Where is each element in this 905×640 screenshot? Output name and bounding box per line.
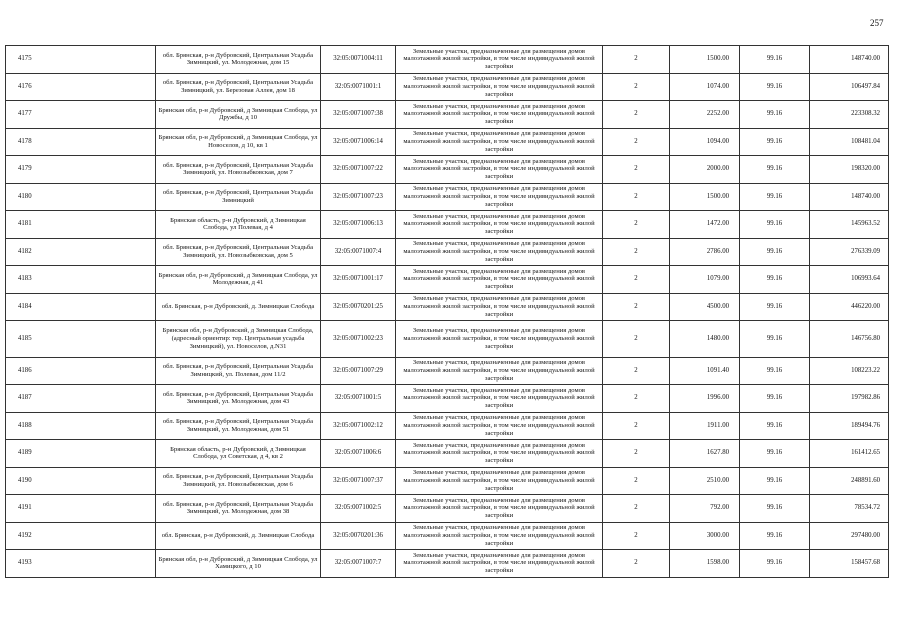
land-use-cell: Земельные участки, предназначенные для размещения домов малоэтажной жилой застройки, в том числе индивидуальной жилой застройки — [396, 46, 603, 74]
table-row — [6, 156, 889, 184]
area-cell: 1091.40 — [670, 357, 740, 385]
area-cell: 1079.00 — [670, 266, 740, 294]
cadastral-number-cell: 32:05:0071001:5 — [321, 385, 396, 413]
row-number-cell: 4178 — [6, 128, 156, 156]
area-cell: 1598.00 — [670, 550, 740, 578]
area-cell: 2786.00 — [670, 238, 740, 266]
area-cell: 1500.00 — [670, 46, 740, 74]
category-cell: 2 — [603, 46, 670, 74]
address-cell: Брянская область, р-н Дубровский, д Зимницкая Слобода, ул Полевая, д 4 — [156, 211, 321, 239]
table-row — [6, 183, 889, 211]
rate-cell: 99.16 — [740, 321, 810, 358]
cadastral-value-cell: 161412.65 — [810, 440, 889, 468]
table-row — [6, 73, 889, 101]
area-cell: 1074.00 — [670, 73, 740, 101]
area-cell: 1472.00 — [670, 211, 740, 239]
cadastral-value-cell: 78534.72 — [810, 495, 889, 523]
address-cell: Брянская обл, р-н Дубровский, д Зимницкая Слобода, (адресный ориентир: тер. Центральная усадьба Зимницкий), ул. Новоселов, д.N31 — [156, 321, 321, 358]
address-cell: Брянская обл, р-н Дубровский, д Зимницкая Слобода, ул Новоселов, д 10, кв 1 — [156, 128, 321, 156]
area-cell: 1500.00 — [670, 183, 740, 211]
address-cell: обл. Брянская, р-н Дубровский, Центральная Усадьба Зимницкий, ул. Молодежная, дом 38 — [156, 495, 321, 523]
area-cell: 1480.00 — [670, 321, 740, 358]
table-row — [6, 101, 889, 129]
category-cell: 2 — [603, 440, 670, 468]
rate-cell: 99.16 — [740, 522, 810, 550]
category-cell: 2 — [603, 357, 670, 385]
rate-cell: 99.16 — [740, 211, 810, 239]
cadastral-value-cell: 197982.86 — [810, 385, 889, 413]
table-body — [6, 46, 889, 578]
land-use-cell: Земельные участки, предназначенные для размещения домов малоэтажной жилой застройки, в том числе индивидуальной жилой застройки — [396, 266, 603, 294]
cadastral-number-cell: 32:05:0071001:17 — [321, 266, 396, 294]
table-row — [6, 128, 889, 156]
land-use-cell: Земельные участки, предназначенные для размещения домов малоэтажной жилой застройки, в том числе индивидуальной жилой застройки — [396, 522, 603, 550]
land-use-cell: Земельные участки, предназначенные для размещения домов малоэтажной жилой застройки, в том числе индивидуальной жилой застройки — [396, 385, 603, 413]
row-number-cell: 4193 — [6, 550, 156, 578]
cadastral-number-cell: 32:05:0071002:5 — [321, 495, 396, 523]
cadastral-value-cell: 106497.84 — [810, 73, 889, 101]
address-cell: обл. Брянская, р-н Дубровский, Центральная Усадьба Зимницкий, ул. Молодежная, дом 51 — [156, 412, 321, 440]
table-row — [6, 238, 889, 266]
table-row — [6, 385, 889, 413]
table-row — [6, 495, 889, 523]
row-number-cell: 4185 — [6, 321, 156, 358]
land-use-cell: Земельные участки, предназначенные для размещения домов малоэтажной жилой застройки, в том числе индивидуальной жилой застройки — [396, 467, 603, 495]
category-cell: 2 — [603, 156, 670, 184]
cadastral-number-cell: 32:05:0071007:22 — [321, 156, 396, 184]
rate-cell: 99.16 — [740, 440, 810, 468]
rate-cell: 99.16 — [740, 266, 810, 294]
land-use-cell: Земельные участки, предназначенные для размещения домов малоэтажной жилой застройки, в том числе индивидуальной жилой застройки — [396, 238, 603, 266]
address-cell: обл. Брянская, р-н Дубровский, Центральная Усадьба Зимницкий, ул. Молодежная, дом 15 — [156, 46, 321, 74]
category-cell: 2 — [603, 412, 670, 440]
cadastral-number-cell: 32:05:0071004:11 — [321, 46, 396, 74]
cadastral-value-table — [5, 45, 889, 578]
category-cell: 2 — [603, 183, 670, 211]
land-use-cell: Земельные участки, предназначенные для размещения домов малоэтажной жилой застройки, в том числе индивидуальной жилой застройки — [396, 321, 603, 358]
rate-cell: 99.16 — [740, 46, 810, 74]
table-row — [6, 211, 889, 239]
rate-cell: 99.16 — [740, 357, 810, 385]
cadastral-value-cell: 297480.00 — [810, 522, 889, 550]
cadastral-number-cell: 32:05:0070201:25 — [321, 293, 396, 321]
land-use-cell: Земельные участки, предназначенные для размещения домов малоэтажной жилой застройки, в том числе индивидуальной жилой застройки — [396, 156, 603, 184]
address-cell: Брянская область, р-н Дубровский, д Зимницкая Слобода, ул Советская, д 4, кв 2 — [156, 440, 321, 468]
cadastral-number-cell: 32:05:0071006:13 — [321, 211, 396, 239]
category-cell: 2 — [603, 211, 670, 239]
rate-cell: 99.16 — [740, 550, 810, 578]
cadastral-number-cell: 32:05:0071002:12 — [321, 412, 396, 440]
row-number-cell: 4179 — [6, 156, 156, 184]
address-cell: обл. Брянская, р-н Дубровский, Центральная Усадьба Зимницкий, ул. Молодежная, дом 43 — [156, 385, 321, 413]
cadastral-value-cell: 106993.64 — [810, 266, 889, 294]
cadastral-number-cell: 32:05:0070201:36 — [321, 522, 396, 550]
page-number: 257 — [870, 18, 884, 28]
area-cell: 2252.00 — [670, 101, 740, 129]
address-cell: обл. Брянская, р-н Дубровский, д. Зимницкая Слобода — [156, 522, 321, 550]
land-use-cell: Земельные участки, предназначенные для размещения домов малоэтажной жилой застройки, в том числе индивидуальной жилой застройки — [396, 128, 603, 156]
row-number-cell: 4192 — [6, 522, 156, 550]
area-cell: 1911.00 — [670, 412, 740, 440]
table-row — [6, 550, 889, 578]
row-number-cell: 4190 — [6, 467, 156, 495]
land-use-cell: Земельные участки, предназначенные для размещения домов малоэтажной жилой застройки, в том числе индивидуальной жилой застройки — [396, 440, 603, 468]
cadastral-value-cell: 189494.76 — [810, 412, 889, 440]
cadastral-value-cell: 146756.80 — [810, 321, 889, 358]
address-cell: обл. Брянская, р-н Дубровский, Центральная Усадьба Зимницкий, ул. Полевая, дом 11/2 — [156, 357, 321, 385]
cadastral-number-cell: 32:05:0071007:37 — [321, 467, 396, 495]
address-cell: обл. Брянская, р-н Дубровский, Центральная Усадьба Зимницкий, ул. Березовая Аллея, дом 18 — [156, 73, 321, 101]
category-cell: 2 — [603, 293, 670, 321]
row-number-cell: 4177 — [6, 101, 156, 129]
rate-cell: 99.16 — [740, 495, 810, 523]
cadastral-number-cell: 32:05:0071006:14 — [321, 128, 396, 156]
category-cell: 2 — [603, 128, 670, 156]
cadastral-number-cell: 32:05:0071007:4 — [321, 238, 396, 266]
land-use-cell: Земельные участки, предназначенные для размещения домов малоэтажной жилой застройки, в том числе индивидуальной жилой застройки — [396, 550, 603, 578]
row-number-cell: 4188 — [6, 412, 156, 440]
row-number-cell: 4182 — [6, 238, 156, 266]
category-cell: 2 — [603, 266, 670, 294]
cadastral-number-cell: 32:05:0071002:23 — [321, 321, 396, 358]
row-number-cell: 4175 — [6, 46, 156, 74]
area-cell: 4500.00 — [670, 293, 740, 321]
cadastral-value-cell: 198320.00 — [810, 156, 889, 184]
address-cell: обл. Брянская, р-н Дубровский, Центральная Усадьба Зимницкий, ул. Новозыбковская, дом 5 — [156, 238, 321, 266]
address-cell: обл. Брянская, р-н Дубровский, Центральная Усадьба Зимницкий — [156, 183, 321, 211]
category-cell: 2 — [603, 550, 670, 578]
land-use-cell: Земельные участки, предназначенные для размещения домов малоэтажной жилой застройки, в том числе индивидуальной жилой застройки — [396, 183, 603, 211]
rate-cell: 99.16 — [740, 128, 810, 156]
area-cell: 1094.00 — [670, 128, 740, 156]
rate-cell: 99.16 — [740, 73, 810, 101]
table-row — [6, 46, 889, 74]
cadastral-value-cell: 276339.09 — [810, 238, 889, 266]
row-number-cell: 4187 — [6, 385, 156, 413]
table-row — [6, 321, 889, 358]
land-use-cell: Земельные участки, предназначенные для размещения домов малоэтажной жилой застройки, в том числе индивидуальной жилой застройки — [396, 293, 603, 321]
area-cell: 1996.00 — [670, 385, 740, 413]
rate-cell: 99.16 — [740, 101, 810, 129]
row-number-cell: 4176 — [6, 73, 156, 101]
address-cell: Брянская обл, р-н Дубровский, д Зимницкая Слобода, ул Хамицкого, д 10 — [156, 550, 321, 578]
row-number-cell: 4181 — [6, 211, 156, 239]
rate-cell: 99.16 — [740, 183, 810, 211]
category-cell: 2 — [603, 73, 670, 101]
row-number-cell: 4180 — [6, 183, 156, 211]
rate-cell: 99.16 — [740, 293, 810, 321]
category-cell: 2 — [603, 238, 670, 266]
land-use-cell: Земельные участки, предназначенные для размещения домов малоэтажной жилой застройки, в том числе индивидуальной жилой застройки — [396, 73, 603, 101]
category-cell: 2 — [603, 321, 670, 358]
category-cell: 2 — [603, 495, 670, 523]
row-number-cell: 4184 — [6, 293, 156, 321]
cadastral-value-cell: 446220.00 — [810, 293, 889, 321]
cadastral-number-cell: 32:05:0071007:7 — [321, 550, 396, 578]
rate-cell: 99.16 — [740, 412, 810, 440]
area-cell: 792.00 — [670, 495, 740, 523]
area-cell: 3000.00 — [670, 522, 740, 550]
cadastral-value-cell: 158457.68 — [810, 550, 889, 578]
cadastral-number-cell: 32:05:0071007:29 — [321, 357, 396, 385]
category-cell: 2 — [603, 385, 670, 413]
rate-cell: 99.16 — [740, 156, 810, 184]
row-number-cell: 4191 — [6, 495, 156, 523]
category-cell: 2 — [603, 101, 670, 129]
cadastral-number-cell: 32:05:0071006:6 — [321, 440, 396, 468]
category-cell: 2 — [603, 522, 670, 550]
land-use-cell: Земельные участки, предназначенные для размещения домов малоэтажной жилой застройки, в том числе индивидуальной жилой застройки — [396, 101, 603, 129]
cadastral-value-cell: 148740.00 — [810, 183, 889, 211]
table-row — [6, 412, 889, 440]
table-row — [6, 293, 889, 321]
cadastral-value-cell: 145963.52 — [810, 211, 889, 239]
cadastral-number-cell: 32:05:0071007:23 — [321, 183, 396, 211]
category-cell: 2 — [603, 467, 670, 495]
rate-cell: 99.16 — [740, 467, 810, 495]
cadastral-number-cell: 32:05:0071001:1 — [321, 73, 396, 101]
cadastral-value-cell: 108481.04 — [810, 128, 889, 156]
address-cell: обл. Брянская, р-н Дубровский, д. Зимницкая Слобода — [156, 293, 321, 321]
land-use-cell: Земельные участки, предназначенные для размещения домов малоэтажной жилой застройки, в том числе индивидуальной жилой застройки — [396, 211, 603, 239]
table-row — [6, 522, 889, 550]
land-use-cell: Земельные участки, предназначенные для размещения домов малоэтажной жилой застройки, в том числе индивидуальной жилой застройки — [396, 357, 603, 385]
row-number-cell: 4189 — [6, 440, 156, 468]
address-cell: обл. Брянская, р-н Дубровский, Центральная Усадьба Зимницкий, ул. Новозыбковская, дом 7 — [156, 156, 321, 184]
row-number-cell: 4183 — [6, 266, 156, 294]
land-use-cell: Земельные участки, предназначенные для размещения домов малоэтажной жилой застройки, в том числе индивидуальной жилой застройки — [396, 412, 603, 440]
cadastral-value-cell: 223308.32 — [810, 101, 889, 129]
address-cell: Брянская обл, р-н Дубровский, д Зимницкая Слобода, ул Дружбы, д 10 — [156, 101, 321, 129]
area-cell: 2000.00 — [670, 156, 740, 184]
address-cell: обл. Брянская, р-н Дубровский, Центральная Усадьба Зимницкий, ул. Новозыбковская, дом 6 — [156, 467, 321, 495]
table-row — [6, 467, 889, 495]
table-row — [6, 266, 889, 294]
table-row — [6, 440, 889, 468]
rate-cell: 99.16 — [740, 238, 810, 266]
area-cell: 2510.00 — [670, 467, 740, 495]
cadastral-value-cell: 108223.22 — [810, 357, 889, 385]
table-row — [6, 357, 889, 385]
cadastral-number-cell: 32:05:0071007:38 — [321, 101, 396, 129]
cadastral-value-cell: 248891.60 — [810, 467, 889, 495]
area-cell: 1627.80 — [670, 440, 740, 468]
land-use-cell: Земельные участки, предназначенные для размещения домов малоэтажной жилой застройки, в том числе индивидуальной жилой застройки — [396, 495, 603, 523]
address-cell: Брянская обл, р-н Дубровский, д Зимницкая Слобода, ул Молодежная, д 41 — [156, 266, 321, 294]
rate-cell: 99.16 — [740, 385, 810, 413]
row-number-cell: 4186 — [6, 357, 156, 385]
cadastral-value-cell: 148740.00 — [810, 46, 889, 74]
